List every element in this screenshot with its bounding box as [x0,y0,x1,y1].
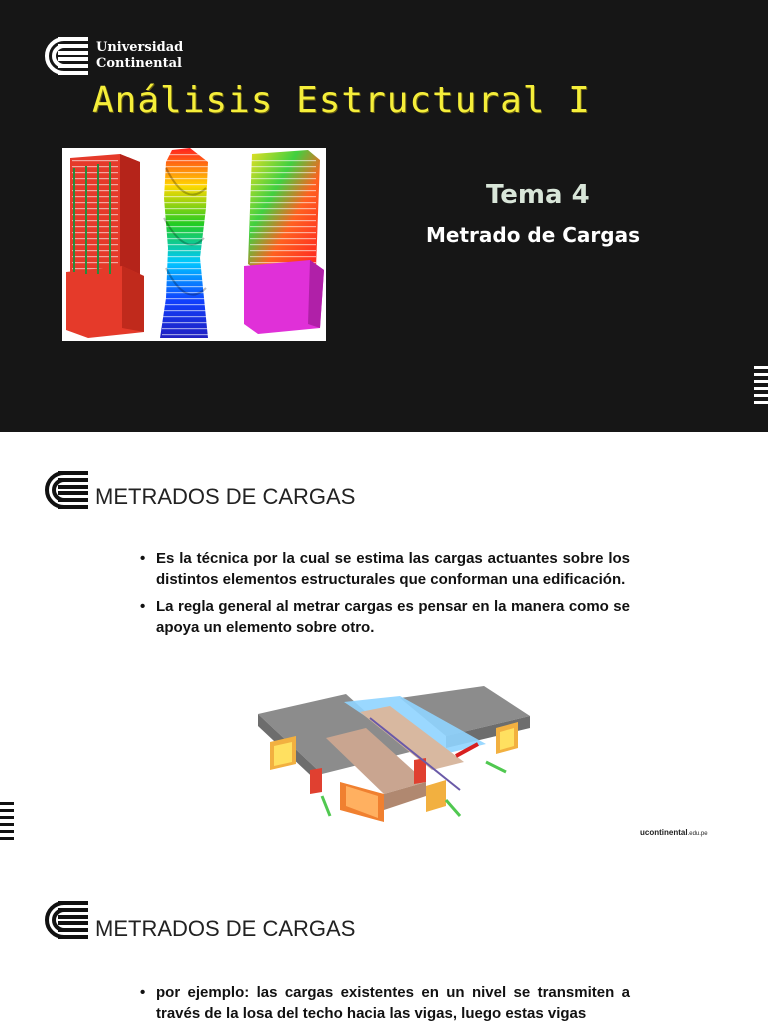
theme-number: Tema 4 [486,180,590,210]
content-slide-2 [0,864,768,1024]
bullet-list [136,982,630,1024]
bullet-item: • por ejemplo: las cargas existentes en un nivel se transmiten a través de la losa del techo hacia las vigas, luego estas vigas [136,982,630,1024]
university-name: Universidad Continental [96,40,184,71]
content-slide-1 [0,432,768,864]
title-slide [0,0,768,432]
theme-subtitle: Metrado de Cargas [426,223,641,247]
building-models-image [62,148,326,341]
section-title: METRADOS DE CARGAS [95,484,356,509]
course-title: Análisis Estructural I [92,80,591,121]
bullet-list [136,548,630,644]
stripes-icon [0,802,16,842]
bullet-item: • Es la técnica por la cual se estima las cargas actuantes sobre los distintos elementos estructurales que conforman una edificación. [136,548,630,590]
universidad-continental-logo-icon [34,900,90,940]
universidad-continental-logo-icon [34,470,90,510]
stripes-icon [752,366,768,408]
section-title: METRADOS DE CARGAS [95,916,356,941]
bullet-item: • La regla general al metrar cargas es pensar en la manera como se apoya un elemento sobre otro. [136,596,630,638]
universidad-continental-logo-icon [34,36,90,76]
slab-beam-diagram-image [250,682,532,834]
footer-brand: ucontinental.edu.pe [640,828,708,837]
